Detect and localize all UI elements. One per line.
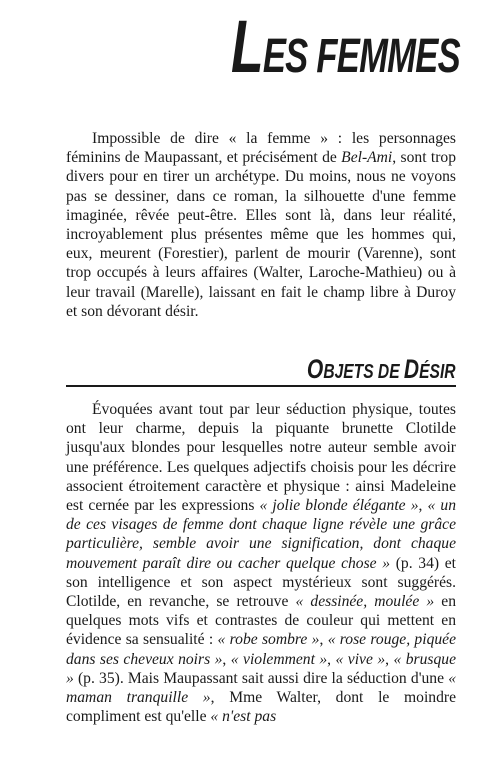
section-heading-word2: ÉSIR [419, 361, 456, 383]
text-run: , [319, 631, 328, 649]
section-heading-initial2: D [404, 354, 420, 384]
text-run: (p. 35). Mais Maupassant sait aussi dire la séduction d'une [73, 669, 449, 687]
text-run: , [385, 650, 394, 668]
text-run: Évoquées avant tout par leur séduction physique, toutes ont leur charme, depuis la piquante brunette Clotilde jusqu'aux blondes pour lesquelles notre auteur semble avoir une préférence. Les quelques adjectifs choisis pour les décrire associent étroitement caractère et physique : ainsi Madeleine est cernée par les expressions [66, 401, 456, 515]
chapter-title-initial: L [231, 5, 263, 88]
section-rule [66, 385, 456, 387]
quoted-phrase: « robe sombre » [217, 631, 320, 649]
quoted-phrase: « brusque » [66, 650, 456, 687]
text-run: , [327, 650, 336, 668]
quoted-phrase: « un de ces visages de femme dont chaque ligne révèle une grâce particulière, semble avoir une signification, dont chaque mouvement paraît dire ou cacher quelque chose » [66, 497, 457, 572]
quoted-phrase: « jolie blonde élégante » [259, 497, 419, 515]
text-run: , Mme Walter, dont le moindre compliment est qu'elle [66, 689, 456, 726]
chapter-title-rest: ES FEMMES [262, 30, 460, 83]
quoted-phrase: « dessinée, moulée » [295, 593, 435, 611]
quoted-phrase: « n'est pas [210, 708, 277, 726]
paragraph-objets-de-desir [66, 400, 456, 726]
text-run: , sont trop divers pour en tirer un archétype. Du moins, nous ne voyons pas se dessiner, dans ce roman, la silhouette d'une femme imaginée, rêvée peut-être. Elles sont là, dans leur réalité, incroyablement plus présentes même que les hommes qui, eux, meurent (Forestier), parlent de mourir (Varenne), sont trop occupés à leurs affaires (Walter, Laroche-Mathieu) ou à leur travail (Marelle), laissant en fait le champ libre à Duroy et son dévorant désir. [66, 149, 457, 320]
text-run: (p. 34) et son intelligence et son aspect mystérieux sont suggérés. Clotilde, en revanche, se retrouve [66, 554, 457, 611]
section-heading-word1: BJETS DE [323, 361, 405, 383]
quoted-phrase: « maman tranquille » [66, 669, 456, 707]
text-run: Impossible de dire « la femme » : les personnages féminins de Maupassant, et précisément de [66, 130, 456, 167]
quoted-phrase: « violemment » [230, 650, 328, 668]
text-run: , [418, 497, 428, 515]
quoted-phrase: « rose rouge, piquée dans ses cheveux noirs » [66, 631, 456, 668]
quoted-phrase: Bel-Ami [341, 149, 393, 167]
section-heading-initial: O [307, 354, 324, 384]
quoted-phrase: « vive » [335, 650, 386, 668]
paragraph-intro [66, 129, 456, 321]
text-run: en quelques mots vifs et contrastes de couleur qui mettent en évidence sa sensualité : [66, 593, 456, 649]
chapter-title [231, 5, 460, 88]
text-run: , [222, 650, 231, 668]
section-heading [307, 356, 456, 386]
